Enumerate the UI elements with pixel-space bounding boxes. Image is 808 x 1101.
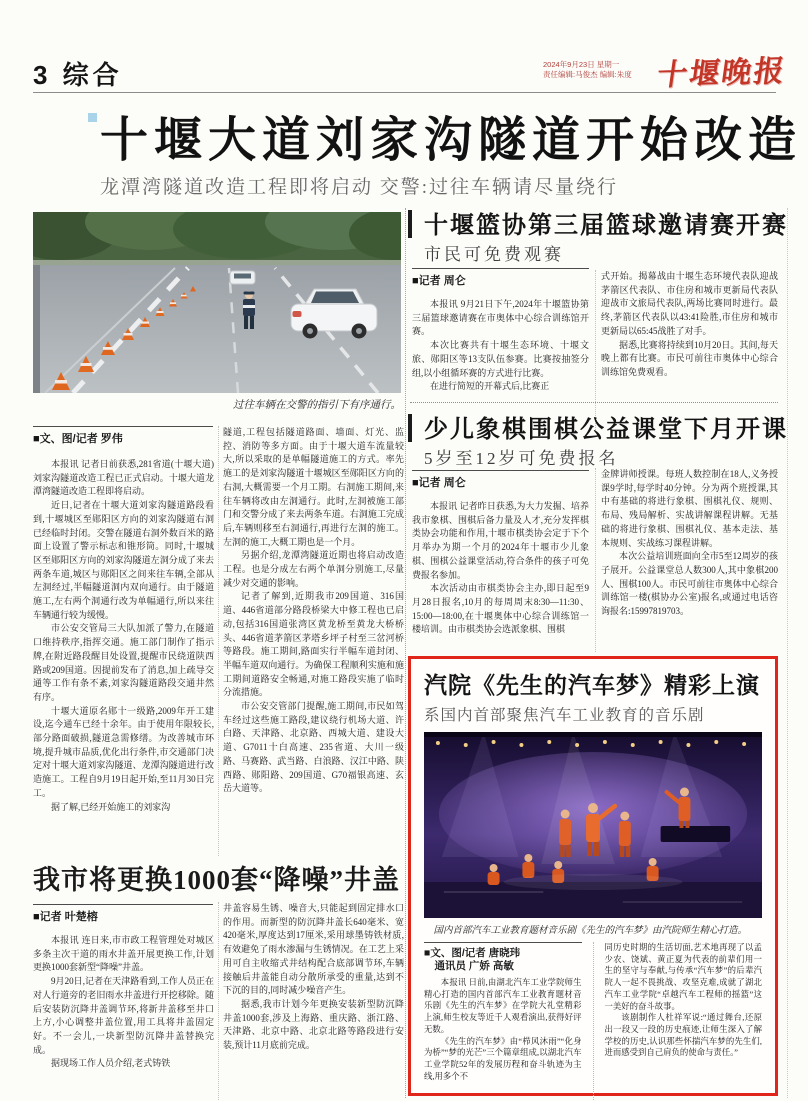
chess-body-col1: 本报讯 记者昨日获悉,为大力发掘、培养我市象棋、围棋后备力量及人才,充分发挥棋类协会功能和作用,十堰市棋类协会定于下个月举办为期一个月的2024年十堰市少儿象棋、围棋公益课堂活动,符合条件的孩子可免费报名参加。 本次活动由市棋类协会主办,即日起至9月28日报名,10月的每周周末8:30—11:30、15:00—18:00,在十堰奥体中心综合训练馆一楼培训。由市棋类协会选派象棋、围棋 — [412, 501, 589, 635]
musical-col1-text: 本报讯 日前,由湖北汽车工业学院师生精心打造的国内首部汽车工业教育题材音乐剧《先生的汽车梦》在学院大礼堂精彩上演,师生校友等近千人观看演出,获得好评无数。 《先生的汽车梦》由“栉风沐雨”“化身为桥”“梦的光芒”三个篇章组成,以湖北汽车工业学院52年的发展历程和奋斗轨迹为主线,用多个不 — [424, 978, 582, 1081]
manhole-col-divider — [218, 902, 219, 1100]
musical-body-col2: 同历史时期的生活切面,艺术地再现了以孟少农、饶斌、黄正夏为代表的前辈们用一生的坚守与奉献,与传承“汽车梦”的后辈汽院人一起不畏挑战、攻坚克难,成就了湖北汽车工业学院“卓越汽车工程师的摇篮”这一美好的奋斗故事。 该剧制作人杜祥军说:“通过舞台,还原出一段又一段的历史痕迹,让师生深入了解学校的历史,认识那些怀揣汽车梦的先生们,进而感受到自己肩负的使命与责任。” — [604, 943, 762, 1058]
basketball-headline: 十堰篮协第三届篮球邀请赛开赛 — [424, 213, 788, 239]
musical-subhead: 系国内首部聚焦汽车工业教育的音乐剧 — [424, 707, 705, 724]
musical-body-col1 — [424, 942, 582, 1101]
dateline-date: 2024年9月23日 星期一 — [543, 60, 620, 69]
main-column-divider — [405, 208, 406, 1098]
stage-performance-photo — [424, 732, 762, 918]
musical-headline: 汽院《先生的汽车梦》精彩上演 — [424, 673, 760, 698]
road-photo-image — [33, 212, 401, 393]
musical-article-box — [408, 656, 778, 1096]
right-edge-divider — [787, 208, 788, 1098]
manhole-headline: 我市将更换1000套“降噪”井盖 — [33, 865, 400, 895]
chess-subhead: 5岁至12岁可免费报名 — [424, 449, 619, 468]
stage-photo-caption: 国内首部汽车工业教育题材音乐剧《先生的汽车梦》由汽院师生精心打造。 — [433, 926, 748, 936]
chess-body-col2: 金牌讲师授课。每班人数控制在18人,义务授课9学时,每学时40分钟。分为两个班授课,其中有基础的将进行象棋、围棋礼仪、规则、布局、残局解析、实战讲解课程讲解。无基础的将进行象棋、围棋礼仪、基本走法、基本规则、实战练习课程讲解。 本次公益培训班面向全市5至12周岁的孩子展开。公益课堂总人数300人,其中象棋200人、围棋100人。市民可前往市奥体中心综合训练馆一楼(棋协办公室)报名,或通过电话咨询报名:15997819703。 — [601, 469, 778, 617]
basketball-subhead: 市民可免费观赛 — [424, 245, 564, 264]
lead-subhead: 龙潭湾隧道改造工程即将启动 交警:过往车辆请尽量绕行 — [100, 177, 619, 198]
road-construction-photo — [33, 212, 401, 393]
road-photo-caption: 过往车辆在交警的指引下有序通行。 — [233, 400, 401, 411]
lead-decorative-square — [88, 113, 97, 122]
musical-byline-line2: 通讯员 广娇 高敏 — [434, 960, 514, 972]
dateline-editors: 责任编辑:马俊杰 编辑:朱度 — [543, 70, 632, 79]
chess-col-divider — [595, 468, 596, 652]
manhole-body-col1: 本报讯 连日来,市市政工程管理处对城区多条主次干道的雨水井盖开展更换工作,计划更换1000套新型“降噪”井盖。 9月20日,记者在天津路看到,工作人员正在对人行道旁的老旧雨水井盖进行开挖移除。随后安装防沉降井盖调节环,将新井盖移至井口上方,小心调整井盖位置,用工具将井盖固定好。不一会儿,一块新型防沉降井盖替换完成。 据现场工作人员介绍,老式铸铁 — [33, 935, 214, 1069]
musical-body — [424, 942, 762, 1101]
musical-byline-line1: ■文、图/记者 唐晓玮 — [424, 947, 521, 959]
musical-byline — [424, 942, 582, 973]
dateline — [543, 60, 661, 80]
article-separator — [410, 402, 778, 403]
masthead-logo: 十堰晚报 — [654, 54, 789, 93]
chess-headline-bar — [408, 414, 412, 442]
tunnel-body-col1: 本报讯 记者日前获悉,281省道(十堰大道)刘家沟隧道改造工程已正式启动。十堰大道龙潭湾隧道改造工程即将启动。 近日,记者在十堰大道刘家沟隧道路段看到,十堰城区至郧阳区方向的刘家沟隧道右洞已经临时封闭。交警在隧道右洞外数百米的路面上设置了警示标志和锥形筒。同时,十堰城区至郧阳区方向的刘家沟隧道左洞分成了来去两条车道,城区与郧阳区之间来往车辆,全部从左洞经过,半幅隧道洞内双向通行。由于隧道施工,左右两个洞通行改为单幅通行,所以来往车辆通行较为缓慢。 市公安交管局三大队加派了警力,在隧道口维持秩序,指挥交通。施工部门制作了指示牌,在附近路段醒目处设置,提醒市民绕道陕西路或209国道。因提前发布了消息,加上疏导交通等工作有条不紊,刘家沟隧道路段交通井然有序。 十堰大道原名郧十一级路,2009年开工建设,迄今通车已经十余年。由于使用年限较长,部分路面破损,隧道急需修缮。为改善城市环境,提升城市品质,优化出行条件,市交通部门决定对十堰大道刘家沟隧道、龙潭沟隧道进行改造施工。工程自9月19日起开始,至11月30日完工。 据了解,已经开始施工的刘家沟 — [33, 459, 214, 812]
stage-photo-image — [424, 732, 762, 918]
distant-vehicle — [230, 271, 255, 284]
lead-headline: 十堰大道刘家沟隧道开始改造 — [100, 114, 803, 167]
basketball-byline: ■记者 周仑 — [412, 268, 589, 288]
basketball-body-col2: 式开始。揭幕战由十堰生态环境代表队迎战茅箭区代表队、市住房和城市更新局代表队迎战市文旅局代表队,两场比赛同时进行。最终,茅箭区代表队以43:41险胜,市住房和城市更新局以65:45战胜了对手。 据悉,比赛将持续到10月20日。其间,每天晚上都有比赛。市民可前往市奥体中心综合训练馆免费观看。 — [601, 271, 778, 377]
section-label: 3 综合 — [33, 60, 123, 90]
manhole-byline: ■记者 叶楚榕 — [33, 904, 213, 924]
tunnel-col-divider — [218, 426, 219, 856]
chess-headline: 少儿象棋围棋公益课堂下月开课 — [424, 417, 788, 443]
manhole-body-col2: 井盖容易生锈、噪音大,只能起到固定排水口的作用。而新型的防沉降井盖长640毫米、宽420毫米,厚度达到17厘米,采用球墨铸铁材质,有效避免了雨水渗漏与生锈情况。在工艺上采用可自主收缩式井结构配合底部调节环,车辆接触后井盖能自动分散所承受的重量,达到不下沉的目的,同时减少噪音产生。 据悉,我市计划今年更换安装新型防沉降井盖1000套,涉及上海路、重庆路、浙江路、天津路、北京中路、北京北路等路段进行安装,预计11月底前完成。 — [223, 903, 404, 1051]
basketball-col-divider — [595, 270, 596, 432]
basketball-body-col1: 本报讯 9月21日下午,2024年十堰篮协第三届篮球邀请赛在市奥体中心综合训练馆开赛。 本次比赛共有十堰生态环境、十堰文旅、郧阳区等13支队伍参赛。比赛按抽签分组,以小组循环赛的方式进行比赛。 在进行简短的开幕式后,比赛正 — [412, 299, 589, 392]
tunnel-byline: ■文、图/记者 罗伟 — [33, 426, 213, 446]
chess-byline: ■记者 周仑 — [412, 470, 589, 490]
tunnel-body-col2: 隧道,工程包括隧道路面、墙面、灯光、监控、消防等多方面。由于十堰大道车流量较大,所以采取的是单幅隧道施工的方式。率先施工的是刘家沟隧道十堰城区至郧阳区方向的右洞,大概需要一个月工期。右洞施工期间,来往车辆将改由左洞通行。此时,左洞被施工部门和交警分成了来去两条车道。右洞施工完成后,车辆则移至右洞通行,再进行左洞的施工。左洞的施工,大概工期也是一个月。 另据介绍,龙潭湾隧道近期也将启动改造工程。也是分成左右两个单洞分别施工,尽量减少对交通的影响。 记者了解到,近期我市209国道、316国道、446省道部分路段桥梁大中修工程也已启动,包括316国道张湾区黄龙桥至黄龙大桥桥头、446省道茅箭区茅塔乡坪子村至三岔河桥等路段。施工期间,路面实行半幅车道封闭、半幅车道双向通行。为确保工程顺利实施和施工期间道路安全畅通,对施工路段实施了临时分流措施。 市公安交管部门提醒,施工期间,市民如驾车经过这些施工路段,建议绕行机场大道、许白路、天津路、北京路、西城大道、建设大道、G7011十白高速、235省道、大川一级路、马赛路、武当路、白浪路、汉江中路、陕西路、郧阳路、209国道、G70福银高速、玄岳大道等。 — [223, 427, 404, 794]
musical-col-divider — [593, 942, 594, 1101]
basketball-headline-bar — [408, 210, 412, 238]
